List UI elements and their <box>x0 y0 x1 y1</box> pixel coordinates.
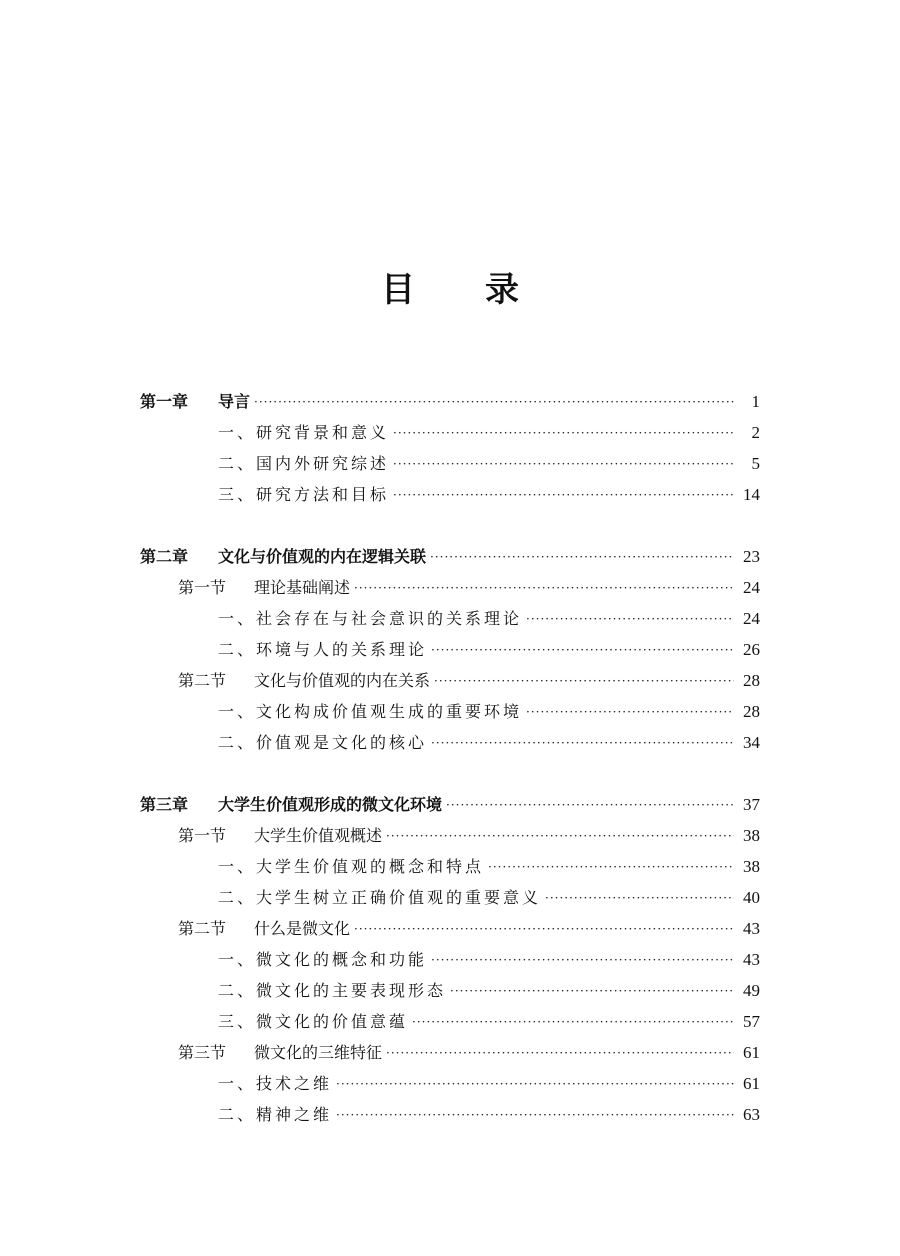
toc-entry-text: 一、微文化的概念和功能 <box>218 950 428 969</box>
toc-entry-text: 导言 <box>218 392 251 411</box>
toc-entry-label <box>140 542 426 572</box>
toc-entry-text: 二、国内外研究综述 <box>218 454 390 473</box>
toc-entry-number: 第三章 <box>140 795 189 814</box>
toc-entry-text: 一、大学生价值观的概念和特点 <box>218 857 485 876</box>
toc-entry-text: 文化与价值观的内在逻辑关联 <box>218 547 427 566</box>
toc-entry-label <box>178 1038 382 1068</box>
toc-page-number: 43 <box>743 950 760 969</box>
toc-item-row[interactable] <box>218 1069 760 1099</box>
dot-leader <box>488 852 734 882</box>
toc-entry-label <box>218 449 389 479</box>
dot-leader <box>393 480 734 510</box>
toc-entry-label <box>218 480 389 510</box>
toc-item-row[interactable] <box>218 945 760 975</box>
toc-entry-label <box>178 821 382 851</box>
toc-entry-label <box>218 1100 332 1130</box>
toc-entry-label <box>218 728 427 758</box>
dot-leader <box>431 945 734 975</box>
toc-page-number: 23 <box>743 547 760 566</box>
toc-item-row[interactable] <box>218 449 760 479</box>
toc-page-number: 5 <box>751 454 760 473</box>
dot-leader <box>412 1007 734 1037</box>
toc-entry-label <box>218 976 446 1006</box>
toc-entry-text: 大学生价值观概述 <box>254 826 383 845</box>
toc-section-row[interactable] <box>178 821 760 851</box>
toc-page-number: 24 <box>743 578 760 597</box>
toc-entry-label <box>218 1007 408 1037</box>
toc-entry-label <box>178 666 430 696</box>
toc-item-row[interactable] <box>218 635 760 665</box>
dot-leader <box>393 418 734 448</box>
toc-entry-number: 第二节 <box>178 919 227 938</box>
toc-page-number: 38 <box>743 857 760 876</box>
title-char-1: 目 <box>381 270 415 310</box>
dot-leader <box>430 542 734 572</box>
toc-page-number: 34 <box>743 733 760 752</box>
dot-leader <box>336 1100 734 1130</box>
dot-leader <box>545 883 734 913</box>
toc-page-number: 37 <box>743 795 760 814</box>
dot-leader <box>386 821 734 851</box>
toc-entry-text: 文化与价值观的内在关系 <box>254 671 431 690</box>
toc-item-row[interactable] <box>218 418 760 448</box>
toc-entry-text: 二、大学生树立正确价值观的重要意义 <box>218 888 542 907</box>
toc-page-number: 61 <box>743 1043 760 1062</box>
toc-entry-text: 三、微文化的价值意蕴 <box>218 1012 409 1031</box>
dot-leader <box>431 728 734 758</box>
toc-item-row[interactable] <box>218 604 760 634</box>
toc-page-number: 14 <box>743 485 760 504</box>
dot-leader <box>393 449 734 479</box>
dot-leader <box>434 666 734 696</box>
toc-chapter-row[interactable] <box>140 387 760 417</box>
toc-entry-number: 第一节 <box>178 826 227 845</box>
toc-entry-label <box>218 697 522 727</box>
toc-page-number: 63 <box>743 1105 760 1124</box>
toc-entry-label <box>218 418 389 448</box>
toc-section-row[interactable] <box>178 914 760 944</box>
toc-entry-label <box>218 852 484 882</box>
toc-entry-label <box>218 604 522 634</box>
toc-entry-label <box>218 1069 332 1099</box>
toc-page-number: 24 <box>743 609 760 628</box>
toc-entry-text: 二、价值观是文化的核心 <box>218 733 428 752</box>
dot-leader <box>354 914 734 944</box>
toc-entry-label <box>178 914 350 944</box>
toc-page-number: 28 <box>743 702 760 721</box>
toc-page-number: 40 <box>743 888 760 907</box>
page-title <box>0 262 900 311</box>
toc-page-number: 26 <box>743 640 760 659</box>
toc-page-number: 61 <box>743 1074 760 1093</box>
toc-entry-text: 一、技术之维 <box>218 1074 333 1093</box>
toc-entry-text: 三、研究方法和目标 <box>218 485 390 504</box>
toc-entry-label <box>218 945 427 975</box>
toc-entry-number: 第三节 <box>178 1043 227 1062</box>
dot-leader <box>431 635 734 665</box>
toc-entry-label <box>218 635 427 665</box>
toc-entry-text: 一、研究背景和意义 <box>218 423 390 442</box>
toc-page-number: 28 <box>743 671 760 690</box>
toc-chapter-row[interactable] <box>140 542 760 572</box>
toc-entry-number: 第二章 <box>140 547 189 566</box>
toc-item-row[interactable] <box>218 480 760 510</box>
toc-page-number: 43 <box>743 919 760 938</box>
dot-leader <box>254 387 734 417</box>
toc-item-row[interactable] <box>218 1007 760 1037</box>
dot-leader <box>526 697 734 727</box>
toc-section-row[interactable] <box>178 573 760 603</box>
toc-entry-label <box>140 790 442 820</box>
toc-entry-text: 二、微文化的主要表现形态 <box>218 981 447 1000</box>
toc-page-number: 57 <box>743 1012 760 1031</box>
dot-leader <box>336 1069 734 1099</box>
toc-entry-text: 一、文化构成价值观生成的重要环境 <box>218 702 523 721</box>
toc-item-row[interactable] <box>218 976 760 1006</box>
dot-leader <box>450 976 734 1006</box>
toc-entry-text: 理论基础阐述 <box>254 578 351 597</box>
toc-entry-number: 第一章 <box>140 392 189 411</box>
toc-entry-label <box>140 387 250 417</box>
toc-entry-label <box>218 883 541 913</box>
dot-leader <box>446 790 734 820</box>
toc-entry-number: 第二节 <box>178 671 227 690</box>
toc-page-number: 1 <box>751 392 760 411</box>
toc-page-number: 49 <box>743 981 760 1000</box>
toc-entry-text: 一、社会存在与社会意识的关系理论 <box>218 609 523 628</box>
toc-item-row[interactable] <box>218 1100 760 1130</box>
toc-section-row[interactable] <box>178 666 760 696</box>
toc-entry-text: 微文化的三维特征 <box>254 1043 383 1062</box>
toc-entry-text: 二、精神之维 <box>218 1105 333 1124</box>
toc-entry-number: 第一节 <box>178 578 227 597</box>
toc-entry-text: 什么是微文化 <box>254 919 351 938</box>
toc-item-row[interactable] <box>218 883 760 913</box>
toc-page-number: 2 <box>751 423 760 442</box>
toc-entry-text: 大学生价值观形成的微文化环境 <box>218 795 443 814</box>
title-char-2: 录 <box>485 270 519 310</box>
toc-section-row[interactable] <box>178 1038 760 1068</box>
toc-item-row[interactable] <box>218 852 760 882</box>
toc-item-row[interactable] <box>218 697 760 727</box>
toc-chapter-row[interactable] <box>140 790 760 820</box>
toc-page-number: 38 <box>743 826 760 845</box>
dot-leader <box>526 604 734 634</box>
toc-entry-text: 二、环境与人的关系理论 <box>218 640 428 659</box>
dot-leader <box>386 1038 734 1068</box>
toc-entry-label <box>178 573 350 603</box>
dot-leader <box>354 573 734 603</box>
toc-item-row[interactable] <box>218 728 760 758</box>
